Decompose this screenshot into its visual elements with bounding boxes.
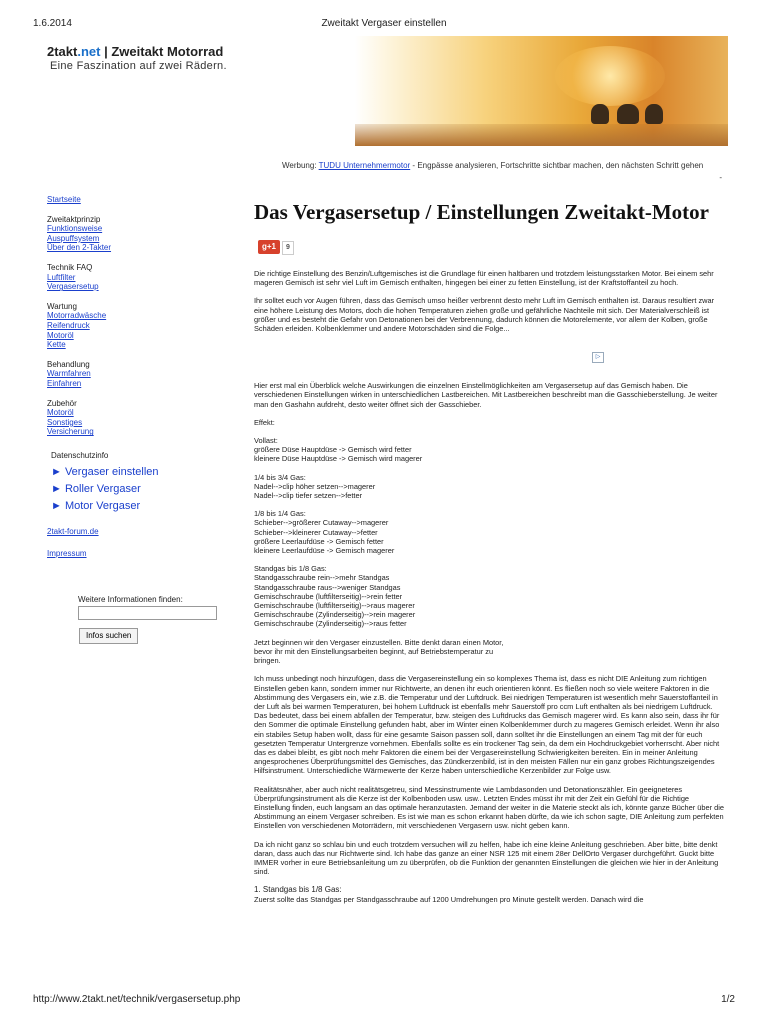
- paragraph: Die richtige Einstellung des Benzin/Luftgemisches ist die Grundlage für einen haltbaren und trotzdem leistungsstarken Motor. Bei einem sehr mageren Gemisch ist sehr viel Luft im Gemisch enthalten, hingegen bei einer zu fetten Einstellung, ist der Kraftstoffanteil zu hoch.: [254, 269, 714, 288]
- sidebar-link[interactable]: Versicherung: [47, 427, 94, 437]
- group-line: Gemischschraube (Zylinderseitig)-->rein magerer: [254, 610, 416, 620]
- motorcycle-silhouette: [617, 104, 639, 124]
- print-date: 1.6.2014: [33, 18, 72, 29]
- sidebar-nav: [47, 195, 227, 559]
- group-line: Gemischschraube (Zylinderseitig)-->raus fetter: [254, 619, 407, 629]
- print-footer: [33, 994, 735, 1008]
- paragraph: Realitätsnäher, aber auch nicht realitätsgetreu, sind Messinstrumente wie Lambdasonden und Detonationszähler. Ein geeigneteres Überprüfungsinstrument als die Kerze ist der Kolbenboden usw. usw.. Letzten Endes müsst ihr mit der Zeit ein Gefühl für die Richtige Einstellung finden, euch langsam an das optimale heranzutasten. Jemand der weiter in die Materie steckt als ich, könnte ganze Bücher über die Abstimmung an einem Vergaser schreiben. Es ist wie man es schon erkannt haben dürfte, da wie ich schon sagte, DIE Anleitung zum perfekten Einstellen von verschiedenen Motorrädern, mit verschiedenen Vergasern usw. nicht geben kann.: [254, 784, 724, 831]
- print-url: http://www.2takt.net/technik/vergasersetup.php: [33, 994, 241, 1005]
- banner-ground: [355, 124, 728, 146]
- sidebar-link[interactable]: Warmfahren: [47, 369, 91, 379]
- article-title: [254, 198, 734, 256]
- sidebar-heading: Wartung: [47, 301, 77, 311]
- group-line: bevor ihr mit den Einstellungsarbeiten beginnt, auf Betriebstemperatur zu: [254, 646, 494, 656]
- gplus-count: 9: [282, 241, 294, 255]
- group-line: Standgasschraube raus-->weniger Standgas: [254, 582, 401, 592]
- motorcycle-silhouette: [645, 104, 663, 124]
- big-link-roller-vergaser[interactable]: ► Roller Vergaser: [51, 483, 141, 496]
- ad-dash: -: [719, 173, 722, 182]
- group-line: kleinere Leerlaufdüse -> Gemisch magerer: [254, 546, 395, 556]
- article-body: [254, 269, 726, 904]
- paragraph: [254, 885, 726, 903]
- big-link-vergaser-einstellen[interactable]: ► Vergaser einstellen: [51, 466, 159, 479]
- settings-group: [254, 473, 726, 501]
- sidebar-heading: Technik FAQ: [47, 262, 93, 272]
- paragraph: Effekt:: [254, 417, 275, 427]
- group-line: größere Düse Hauptdüse -> Gemisch wird fetter: [254, 445, 412, 455]
- article-title-text: Das Vergasersetup / Einstellungen Zweitakt-Motor: [254, 200, 709, 224]
- sidebar-link[interactable]: Über den 2-Takter: [47, 243, 112, 253]
- sidebar-heading: Behandlung: [47, 359, 90, 369]
- site-logo[interactable]: [47, 44, 223, 59]
- sidebar-heading: Zweitaktprinzip: [47, 214, 101, 224]
- big-link-motor-vergaser[interactable]: ► Motor Vergaser: [51, 500, 141, 513]
- group-line: kleinere Düse Hauptdüse -> Gemisch wird magerer: [254, 454, 423, 464]
- settings-group: [254, 509, 726, 555]
- print-header: [33, 18, 735, 32]
- settings-group: [254, 638, 726, 666]
- sidebar-link[interactable]: Motorradwäsche: [47, 311, 107, 321]
- site-banner: [33, 36, 728, 146]
- sidebar-link[interactable]: Reifendruck: [47, 320, 90, 330]
- sidebar-link[interactable]: Luftfilter: [47, 272, 76, 282]
- ad-line: [282, 160, 722, 184]
- ad-prefix: Werbung:: [282, 161, 319, 170]
- search-button[interactable]: Infos suchen: [79, 628, 138, 644]
- site-slogan: Eine Faszination auf zwei Rädern.: [50, 60, 227, 72]
- paragraph: Hier erst mal ein Überblick welche Auswirkungen die einzelnen Einstellmöglichkeiten am Vergasersetup auf das Gemisch haben. Die verschiedenen Einstellungen wirken in unterschiedlichen Lastbereichen. Mit Lastbereichen beschreibt man die Gasschieberstellung. Je weiter man den Gashahn aufdreht, desto weiter öffnet sich der Gasschieber.: [254, 381, 718, 409]
- group-line: Standgas bis 1/8 Gas:: [254, 564, 327, 574]
- print-page-number: 1/2: [721, 994, 735, 1005]
- group-line: Schieber-->kleinerer Cutaway-->fetter: [254, 527, 378, 537]
- group-line: Vollast:: [254, 436, 278, 446]
- motorcycle-silhouette: [591, 104, 609, 124]
- search-input[interactable]: [78, 606, 217, 620]
- privacy-info[interactable]: Datenschutzinfo: [51, 450, 109, 460]
- gplus-button[interactable]: g+1: [258, 240, 280, 254]
- sidebar-heading: Zubehör: [47, 398, 77, 408]
- sidebar-link[interactable]: Kette: [47, 340, 66, 350]
- print-title: Zweitakt Vergaser einstellen: [321, 18, 447, 29]
- sidebar-link[interactable]: Motoröl: [47, 408, 74, 418]
- group-line: größere Leerlaufdüse -> Gemisch fetter: [254, 536, 384, 546]
- gplus-share[interactable]: [258, 228, 294, 256]
- search-label: Weitere Informationen finden:: [78, 595, 183, 604]
- paragraph: Da ich nicht ganz so schlau bin und euch trotzdem versuchen will zu helfen, habe ich eine kleine Anleitung geschrieben. Aber bitte, bitte denkt daran, dass auch das nur Richtwerte sind. Ich habe das ganze an einer NSR 125 mit einem 28er DellOrto Vergaser durchgeführt. Guckt bitte IMMER vorher in eure Betriebsanleitung um zu überprüfen, ob die Funktion der genannten Einstellungen die gleichen wie hier in der Anleitung sind.: [254, 839, 719, 877]
- sidebar-link[interactable]: Vergasersetup: [47, 282, 99, 292]
- sidebar-link[interactable]: Einfahren: [47, 378, 82, 388]
- sidebar-link[interactable]: Funktionsweise: [47, 224, 103, 234]
- group-line: Standgasschraube rein-->mehr Standgas: [254, 573, 390, 583]
- sidebar-link[interactable]: Sonstiges: [47, 417, 83, 427]
- banner-image: [355, 36, 728, 146]
- group-line: Gemischschraube (luftfilterseitig)-->rein fetter: [254, 591, 403, 601]
- group-line: Nadel-->clip tiefer setzen-->fetter: [254, 491, 363, 501]
- step-heading: 1. Standgas bis 1/8 Gas:: [254, 885, 342, 895]
- paragraph: Ich muss unbedingt noch hinzufügen, dass die Vergasereinstellung ein so komplexes Thema ist, dass es nicht DIE Anleitung zum richtigen Einstellen geben kann, sondern immer nur Richtwerte, an denen ihr euch orientieren könnt. Es fließen noch so viele weitere Faktoren in die Abstimmung des Vergasers ein, wie z.B. die Temperatur und der Luftdruck. Bei niedrigen Temperaturen ist wesentlich mehr Sauerstoffanteil in der Luft als bei warmen Temperaturen, bei hohem Luftdruck ist ebenfalls mehr Sauerstoff pro ccm Luft enthalten als bei niedrigem Luftdruck. Das bedeutet, dass bei einem abfallen der Temperatur, bzw. steigen des Luftdrucks das Gemisch magerer wird. Es kann also sein, dass ihr für den Sommer die optimale Einstellung gefunden habt, aber im Winter einen Kolbenklemmer durch zu mageres Gemisch erleidet. Wenn ihr also ein stabiles Setup haben wollt, dass für eine gesamte Saison passen soll, dann solltet ihr die Einstellungen an einem Tag mit der für euch gesetzten Temperatur Untergrenze vornehmen. Ebenfalls sollte es ein trockener Tag sein, da dem ein Hochdruckgebiet vorherrscht. Aber nicht das es dabei bleibt, es gibt noch mehr Faktoren die einem bei der Vergasereinstellung Schwierigkeiten bereiten. Ein in meiner Anleitung angesprochenes Überprüfungsmittel des Gemisches, das Zündkerzenbild, ist in den meisten Fällen nur ein ganz grobes Richtungszeigendes Hilfsinstrument. Unterschiedliche Wärmewerte der Kerze haben unterschiedliche Kerzenbilder zur Folge usw.: [254, 674, 720, 776]
- group-line: Gemischschraube (luftfilterseitig)-->raus magerer: [254, 601, 415, 611]
- settings-group: [254, 436, 726, 464]
- group-line: Schieber-->größerer Cutaway-->magerer: [254, 518, 389, 528]
- sidebar-link-home[interactable]: Startseite: [47, 195, 81, 204]
- group-line: 1/4 bis 3/4 Gas:: [254, 472, 306, 482]
- ad-link[interactable]: TUDU Unternehmermotor: [318, 161, 411, 170]
- forum-link[interactable]: 2takt-forum.de: [47, 527, 99, 537]
- logo-part-net: .net: [77, 44, 101, 59]
- impressum-link[interactable]: Impressum: [47, 549, 87, 559]
- group-line: Jetzt beginnen wir den Vergaser einzustellen. Bitte denkt daran einen Motor,: [254, 637, 504, 647]
- settings-group: [254, 564, 726, 628]
- group-line: 1/8 bis 1/4 Gas:: [254, 509, 306, 519]
- logo-part-name: | Zweitakt Motorrad: [100, 44, 224, 59]
- ad-text: - Engpässe analysieren, Fortschritte sichtbar machen, den nächsten Schritt gehen: [410, 161, 704, 170]
- adchoices-icon[interactable]: ▷: [592, 352, 604, 363]
- step-text: Zuerst sollte das Standgas per Standgasschraube auf 1200 Umdrehungen pro Minute gestellt werden. Danach wird die: [254, 894, 644, 904]
- banner-glow: [555, 46, 665, 106]
- sidebar-link[interactable]: Auspuffsystem: [47, 233, 100, 243]
- group-line: Nadel-->clip höher setzen-->magerer: [254, 481, 376, 491]
- sidebar-link[interactable]: Motoröl: [47, 330, 74, 340]
- group-line: bringen.: [254, 656, 281, 666]
- logo-part-2takt: 2takt: [47, 44, 78, 59]
- paragraph: Ihr solltet euch vor Augen führen, dass das Gemisch umso heißer verbrennt desto mehr Luft im Gemisch enthalten ist. Daraus resultiert zwar eine höhere Leistung des Motors, doch die hohen Temperaturen ziehen große und gefährliche Nachteile mit sich. Der Materialverschleiß ist größer und es besteht die Gefahr von Detonationen bei der Verbrennung, dadurch können die Motorelemente, vor allem der Kolben, große Schäden erleiden. Kolbenklemmer und andere Motorschäden sind die Folge...: [254, 296, 715, 334]
